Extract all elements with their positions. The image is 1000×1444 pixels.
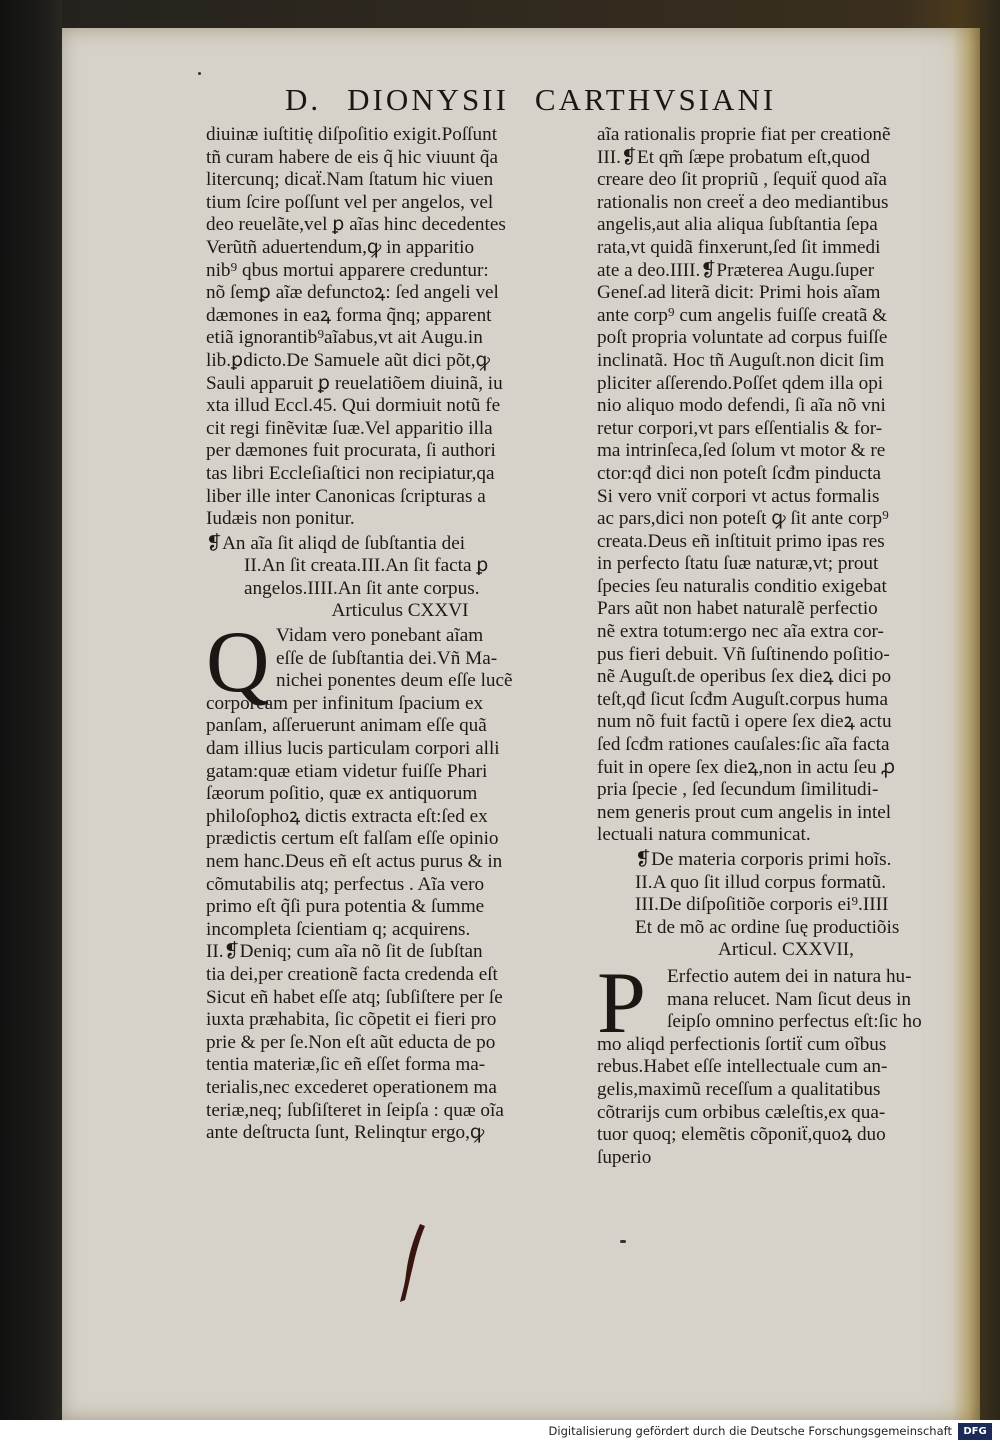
text-line: dæmones in eaꝝ forma q̃nq; apparent <box>206 304 492 326</box>
text-line: angelos.IIII.An ſit ante corpus. <box>244 577 480 599</box>
text-line: terialis,nec excederet operationem ma <box>206 1076 497 1098</box>
text-line: iuxta præhabita, ſic cõpetit ei fieri pro <box>206 1009 497 1031</box>
text-line: philoſophoꝝ dictis extracta eſt:ſed ex <box>206 805 488 827</box>
text-line: pus fieri debuit. Vñ ſuſtinendo poſitio- <box>597 643 890 665</box>
text-line: ❡De materia corporis primi hoĩs. <box>635 849 892 870</box>
text-line: retur corpori,vt pars eſſentialis & for- <box>597 417 883 439</box>
text-line: per dæmones fuit procurata, ſi authori <box>206 440 496 462</box>
text-line: nichei ponentes deum eſſe lucẽ <box>276 670 513 692</box>
text-line: fuit in opere ſex dieꝝ,non in actu ſeu ꝓ <box>597 756 896 778</box>
text-line: nẽ Auguſt.de operibus ſex dieꝝ dici po <box>597 666 892 688</box>
text-line: num nõ fuit factũ i opere ſex dieꝝ actu <box>597 711 892 733</box>
text-line: cit regi finẽvitæ ſuæ.Vel apparitio illa <box>206 417 493 439</box>
header-part-2: DIONYSII <box>347 82 509 117</box>
book-binding <box>0 0 62 1420</box>
text-line: tia dei,per creationẽ facta credenda eſt <box>206 963 498 985</box>
text-line: ſpecies ſeu naturalis conditio exigebat <box>597 575 887 597</box>
text-line: Sicut eñ habet eſſe atq; ſubſiſtere per ſe <box>206 986 503 1008</box>
text-line: tentia materiæ,ſic eñ eſſet forma ma- <box>206 1054 486 1076</box>
text-line: lectuali natura communicat. <box>597 824 811 846</box>
left-dropcap: Q <box>206 614 270 712</box>
text-line: Erfectio autem dei in natura hu- <box>667 965 912 987</box>
header-part-3: CARTHVSIANI <box>534 82 777 117</box>
text-line: diuinæ iuſtitię diſpoſitio exigit.Poſſunt <box>206 124 498 145</box>
text-line: ❡An aĩa ſit aliqd de ſubſtantia dei <box>206 532 466 554</box>
text-line: tñ curam habere de eis q̃ hic viuunt q̃a <box>206 146 498 168</box>
signature-mark <box>398 1222 428 1304</box>
text-line: lib.ꝑdicto.De Samuele aũt dici põt,ꝙ <box>206 349 490 371</box>
text-line: liber ille inter Canonicas ſcripturas a <box>206 485 486 507</box>
dfg-logo: DFG <box>958 1423 992 1440</box>
text-line: Geneſ.ad literã dicit: Primi hois aĩam <box>597 282 881 304</box>
text-line: nib⁹ qbus mortui apparere creduntur: <box>206 259 489 281</box>
text-line: ac pars,dici non poteſt ꝙ ſit ante corp⁹ <box>597 508 889 530</box>
text-line: Verũtñ aduertendum,ꝙ in apparitio <box>206 236 475 258</box>
text-line: ante deſtructa ſunt, Relinqtur ergo,ꝙ <box>206 1122 485 1144</box>
text-line: cõmutabilis atq; perfectus . Aĩa vero <box>206 873 485 895</box>
left-after-dropcap <box>206 693 594 1145</box>
text-line: prædictis certum eſt falſam eſſe opinio <box>206 828 499 850</box>
text-line: nio aliquo modo defendi, ſi aĩa nõ vni <box>597 395 886 417</box>
text-line: aĩa rationalis proprie fiat per creationẽ <box>597 124 891 145</box>
text-line: teriæ,neq; ſubſiſteret in ſeipſa : quæ oĩa <box>206 1099 504 1121</box>
text-line: ſed ſcđm rationes cauſales:ſic aĩa facta <box>597 734 890 756</box>
text-line: III.❡Et qm̃ ſæpe probatum eſt,quod <box>597 146 870 168</box>
text-line: nem generis prout cum angelis in intel <box>597 801 892 823</box>
right-dropcap: P <box>597 954 646 1052</box>
text-line: rata,vt quidã finxerunt,ſed ſit immedi <box>597 236 881 258</box>
text-line: poſt propria voluntate ad corpus fuiſſe <box>597 327 888 349</box>
text-line: deo reuelãte,vel ꝑ aĩas hinc decedentes <box>206 214 506 236</box>
right-dropcap-lines <box>597 966 975 1034</box>
text-line: rationalis non creeẗ a deo mediantibus <box>597 191 889 213</box>
text-line: rebus.Habet eſſe intellectuale cum an- <box>597 1056 888 1078</box>
text-line: in perfecto ſtatu ſuæ naturæ,vt; prout <box>597 553 879 575</box>
text-line: mo aliqd perfectionis ſortiẗ cum oĩbus <box>597 1033 887 1055</box>
right-main-text <box>597 124 975 847</box>
header-part-1: D. <box>285 82 322 117</box>
left-column <box>206 124 594 1145</box>
text-line: incompleta ſcientiam q; acquirens. <box>206 918 471 940</box>
text-line: xta illud Eccl.45. Qui dormiuit notũ fe <box>206 395 501 417</box>
text-line: II.A quo ſit illud corpus formatũ. <box>635 871 887 893</box>
text-line: prie & per ſe.Non eſt aũt educta de po <box>206 1031 496 1053</box>
text-line: Iudæis non ponitur. <box>206 508 355 530</box>
text-line: ſæorum poſitio, quæ ex antiquorum <box>206 783 478 805</box>
text-line: Et de mõ ac ordine ſuę productiõis <box>635 916 900 938</box>
text-line: creare deo ſit propriũ , ſequiẗ quod aĩa <box>597 169 887 191</box>
text-line: ſeipſo omnino perfectus eſt:ſic ho <box>667 1011 922 1033</box>
text-line: ma intrinſeca,ſed ſolum vt motor & re <box>597 440 886 462</box>
text-line: panſam, aſſeruerunt animam eſſe quã <box>206 715 487 737</box>
text-line: ſuperio <box>597 1146 652 1168</box>
right-article-heading: Articul. CXXVII, <box>718 939 854 961</box>
text-line: pria ſpecie , ſed ſecundum ſimilitudi- <box>597 779 879 801</box>
text-line: primo eſt q̃ſi pura potentia & ſumme <box>206 896 485 918</box>
text-line: nem hanc.Deus eñ eſt actus purus & in <box>206 851 503 872</box>
text-line: ate a deo.IIII.❡Præterea Augu.ſuper <box>597 259 875 281</box>
text-line: gelis,maximũ receſſum a qualitatibus <box>597 1078 881 1100</box>
text-line: litercunq; dicaẗ.Nam ſtatum hic viuen <box>206 169 494 191</box>
text-line: etiã ignorantib⁹aĩabus,vt ait Augu.in <box>206 327 483 349</box>
ink-speck-2 <box>620 1240 626 1243</box>
footer-bar <box>0 1420 1000 1444</box>
text-line: nẽ extra totum:ergo nec aĩa extra cor- <box>597 621 884 643</box>
left-main-text <box>206 124 594 531</box>
text-line: cõtrarijs cum orbibus cæleſtis,ex qua- <box>597 1101 886 1123</box>
text-line: teſt,qđ ſicut ſcđm Auguſt.corpus huma <box>597 688 888 710</box>
text-line: nõ ſemꝑ aĩæ defunctoꝝ: ſed angeli vel <box>206 282 499 304</box>
text-line: corpoream per infinitum ſpacium ex <box>206 692 484 714</box>
text-line: angelis,aut alia aliqua ſubſtantia ſepa <box>597 214 878 236</box>
text-line: III.De diſpoſitiõe corporis ei⁹.IIII <box>635 894 889 916</box>
text-line: eſſe de ſubſtantia dei.Vñ Ma- <box>276 647 498 669</box>
text-line: Pars aũt non habet naturalẽ perfectio <box>597 598 878 620</box>
text-line: Vidam vero ponebant aĩam <box>276 625 484 647</box>
text-line: tium ſcire poſſunt vel per angelos, vel <box>206 191 494 213</box>
text-line: dam illius lucis particulam corpori alli <box>206 738 500 760</box>
text-line: Si vero vniẗ corpori vt actus formalis <box>597 485 880 507</box>
text-line: pliciter aſſerendo.Poſſet qdem illa opi <box>597 372 884 394</box>
text-line: gatam:quæ etiam videtur fuiſſe Phari <box>206 760 488 782</box>
text-line: ctor:qđ dici non poteſt ſcđm pinducta <box>597 462 882 484</box>
right-question-block <box>597 849 975 939</box>
text-line: II.❡Deniq; cum aĩa nõ ſit de ſubſtan <box>206 941 483 963</box>
text-line: tas libri Eccleſiaſtici non recipiatur,qa <box>206 462 495 484</box>
text-line: tuor quoq; elemẽtis cõponiẗ,quoꝝ duo <box>597 1124 886 1146</box>
right-after-dropcap <box>597 1034 975 1170</box>
footer-credit: Digitalisierung gefördert durch die Deutsche Forschungsgemeinschaft <box>548 1424 952 1438</box>
ink-speck <box>198 72 201 75</box>
text-line: inclinatã. Hoc tñ Auguſt.non dicit ſim <box>597 349 885 371</box>
right-column <box>597 124 975 1169</box>
left-article-heading: Articulus CXXVI <box>331 600 469 622</box>
text-line: ante corp⁹ cum angelis fuiſſe creatã & <box>597 304 888 326</box>
running-header <box>285 82 825 118</box>
text-line: mana relucet. Nam ſicut deus in <box>667 988 912 1010</box>
text-line: Sauli apparuit ꝑ reuelatiõem diuinã, iu <box>206 372 503 394</box>
text-line: II.An ſit creata.III.An ſit facta ꝑ <box>244 555 489 577</box>
left-question-block <box>206 533 594 601</box>
text-line: creata.Deus eñ inſtituit primo ipas res <box>597 530 885 552</box>
